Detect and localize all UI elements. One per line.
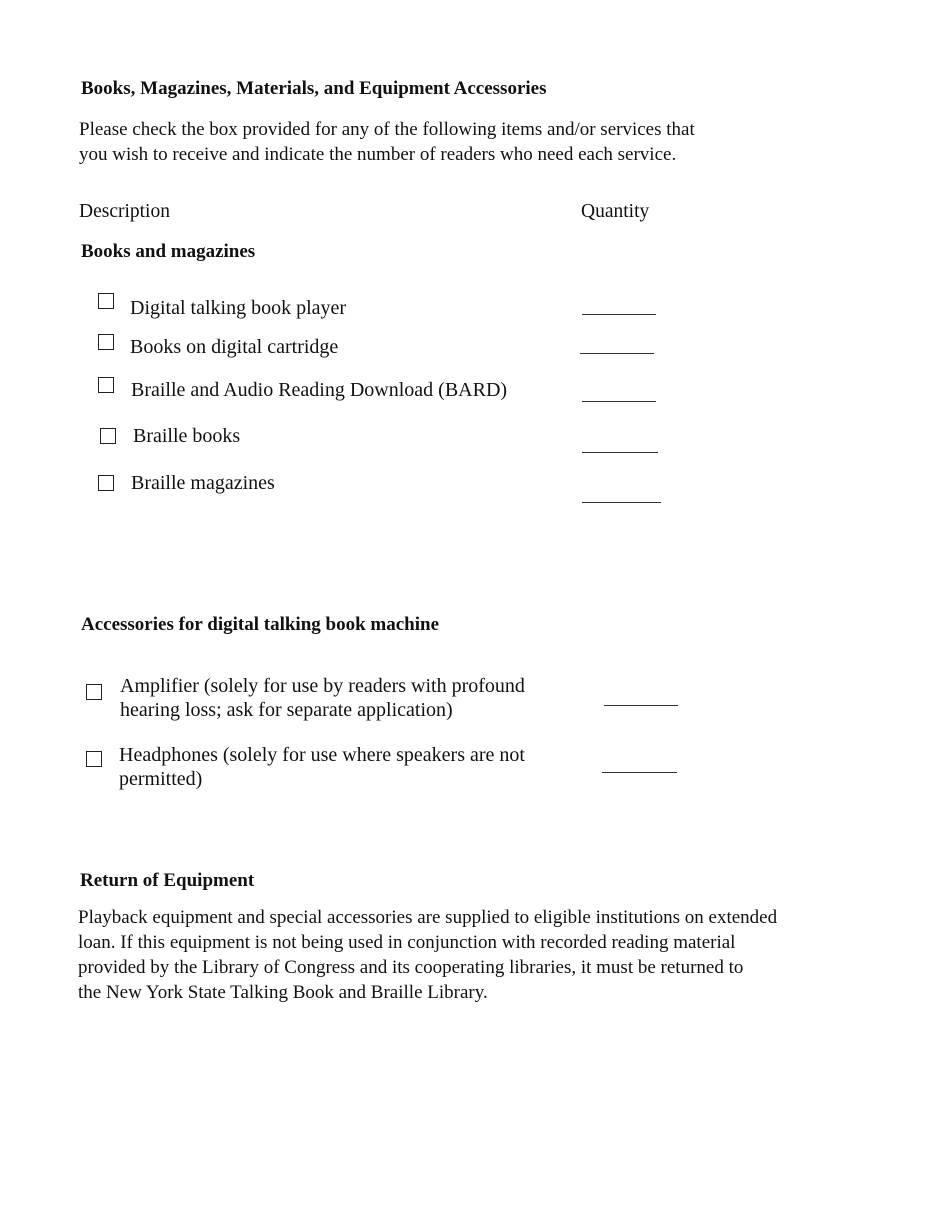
amplifier-checkbox[interactable] xyxy=(86,684,102,700)
quantity-field[interactable] xyxy=(582,314,656,315)
intro-paragraph: Please check the box provided for any of the following items and/or services that you wish to receive and indicate the number of readers who need each service. xyxy=(79,119,695,165)
return-equipment-heading: Return of Equipment xyxy=(80,870,255,891)
quantity-column-header: Quantity xyxy=(581,201,650,222)
digital-talking-book-player-checkbox[interactable] xyxy=(98,293,114,309)
braille-books-checkbox[interactable] xyxy=(100,428,116,444)
quantity-field[interactable] xyxy=(602,772,677,773)
books-magazines-heading: Books and magazines xyxy=(81,241,256,262)
braille-magazines-checkbox[interactable] xyxy=(98,475,114,491)
item-label: Amplifier (solely for use by readers with profound hearing loss; ask for separate application) xyxy=(120,675,525,721)
quantity-field[interactable] xyxy=(582,452,658,453)
description-column-header: Description xyxy=(79,201,170,222)
quantity-field[interactable] xyxy=(580,353,654,354)
item-label: Braille magazines xyxy=(131,472,275,494)
item-label: Headphones (solely for use where speakers are not permitted) xyxy=(119,744,525,790)
item-label: Digital talking book player xyxy=(130,297,347,319)
books-on-digital-cartridge-checkbox[interactable] xyxy=(98,334,114,350)
section-title: Books, Magazines, Materials, and Equipment Accessories xyxy=(81,78,547,99)
quantity-field[interactable] xyxy=(582,401,656,402)
headphones-checkbox[interactable] xyxy=(86,751,102,767)
accessories-heading: Accessories for digital talking book machine xyxy=(81,614,440,635)
return-equipment-paragraph: Playback equipment and special accessories are supplied to eligible institutions on extended loan. If this equipment is not being used in conjunction with recorded reading material provided by the Library of Congress and its cooperating libraries, it must be returned to the New York State Talking Book and Braille Library. xyxy=(78,907,778,1003)
quantity-field[interactable] xyxy=(604,705,678,706)
item-label: Braille and Audio Reading Download (BARD) xyxy=(131,379,508,401)
bard-checkbox[interactable] xyxy=(98,377,114,393)
item-label: Books on digital cartridge xyxy=(130,336,339,358)
quantity-field[interactable] xyxy=(582,502,661,503)
item-label: Braille books xyxy=(133,425,241,447)
